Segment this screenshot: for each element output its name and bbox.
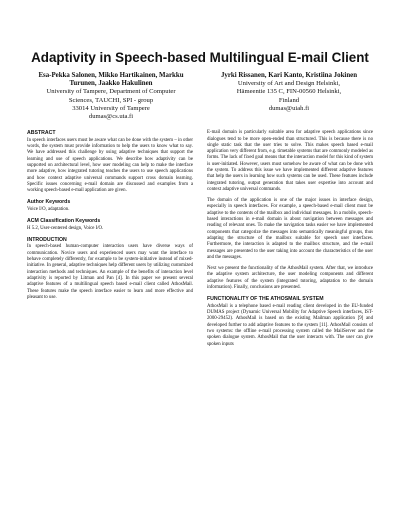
section-heading-functionality: FUNCTIONALITY OF THE ATHOSMAIL SYSTEM xyxy=(207,296,324,303)
section-heading-keywords: Author Keywords xyxy=(27,199,71,206)
acm-text: H 5.2, User-centered design, Voice I/O. xyxy=(27,225,104,231)
left-column xyxy=(27,130,193,353)
body-columns xyxy=(27,130,373,353)
author-block-left xyxy=(27,72,195,121)
section-heading-acm: ACM Classification Keywords xyxy=(27,218,101,225)
affiliation-line: 33014 University of Tampere xyxy=(72,104,150,112)
affiliation-line: Sciences, TAUCHI, SPI - group xyxy=(68,96,154,104)
author-email: dumas@cs.uta.fi xyxy=(88,113,134,121)
affiliation-line: University of Tampere, Department of Computer xyxy=(46,88,176,96)
author-names: Esa-Pekka Salonen, Mikko Hartikainen, Markku Turunen, Jaakko Hakulinen xyxy=(38,72,184,88)
body-paragraph: The domain of the application is one of the major issues in interface design, especially in speech interfaces. For example, a speech-based e-mail client must be adaptive to the contents of the mailbox and individual messages. In a mobile, speech-based interactions in e-mail domain is about navigation between messages and reading of relevant ones. To make the navigation tasks easier we have implemented components that categorize the messages into semantically meaningful groups, thus adapting the structure of the mailbox suitable for speech user interfaces. Furthermore, the interaction is adapted to the mailbox structure, and the e-mail messages are presented to the user taking into account the characteristics of the user and the messages. xyxy=(207,198,373,260)
affiliation-line: Hämeentie 135 C, FIN-00560 Helsinki, xyxy=(236,88,342,96)
introduction-text: In speech-based human-computer interaction users have diverse ways of communication. Novice users and experienced users may want the interface to behave completely differently, for example to be system-initiative instead of mixed-initiative. In general, adaptive techniques help different users by utilizing customized interaction methods and techniques. An example of the benefits of interaction level adaptivity is reported by Litman and Pan [4]. In this paper we present several adaptive features of a multilingual speech based e-mail client called AthosMail. These features make the speech interface easier to learn and more effective and pleasant to use. xyxy=(27,244,193,300)
author-email: dumas@uiah.fi xyxy=(268,104,310,112)
section-heading-introduction: INTRODUCTION xyxy=(27,236,67,243)
abstract-text: In speech interfaces users must be aware what can be done with the system – in other words, the system must provide information to help the users to know what to say. We have addressed this challenge by using adaptive techniques that support the learning and use of speech applications. We describe how adaptivity can be supported on architectural level, how user modeling can help to make the interface more adaptive, how integrated tutoring teaches the users to use speech applications and how context adaptive universal commands support cross domain learning. Specific issues concerning e-mail domain are discussed and examples from a working speech-based e-mail application are given. xyxy=(27,137,193,194)
section-heading-abstract: ABSTRACT xyxy=(27,130,56,137)
keywords-text: Voice I/O, adaptation. xyxy=(27,206,70,212)
body-paragraph: E-mail domain is particularly suitable area for adaptive speech applications since dialogues tend to be more open-ended than structured. This is because there is no single static task that the user tries to solve. This makes speech based e-mail application very different from, e.g. timetable systems that are commonly modeled as forms. The lack of fixed goal means that the interaction model for this kind of system is user-initiated. However, users must somehow be aware of what can be done with the system. To address this issue we have implemented different adaptive features that help the users in learning how such systems can be used. These features include integrated tutoring, output generation that takes user expertise into account and context adaptive universal commands. xyxy=(207,130,373,192)
functionality-text: AthosMail is a telephone based e-mail reading client developed in the EU-funded DUMAS project (Dynamic Universal Mobility for Adaptive Speech interfaces, IST-2000-29452). AthosMail is based on the existing Mailman application [9] and developed further to add adaptive features to the system [11]. AthosMail consists of two systems: the offline e-mail processing system called the MailServer and the spoken dialogue system. AthosMail that the user interacts with. The user can give spoken inputs xyxy=(207,303,373,347)
author-block-right xyxy=(205,72,373,121)
author-names: Jyrki Rissanen, Kari Kanto, Kristiina Jokinen xyxy=(220,72,358,79)
affiliation-line: Finland xyxy=(278,96,300,104)
affiliation-line: University of Art and Design Helsinki, xyxy=(237,80,341,88)
author-section xyxy=(27,72,373,121)
paper-title: Adaptivity in Speech-based Multilingual E-mail Client xyxy=(31,50,369,65)
right-column xyxy=(207,130,373,353)
body-paragraph: Next we present the functionality of the AthosMail system. After that, we introduce the adaptive system architecture, the user modeling components and different adaptive features of the system (integrated tutoring, adaptation to the domain information). Finally, conclusions are presented. xyxy=(207,266,373,291)
